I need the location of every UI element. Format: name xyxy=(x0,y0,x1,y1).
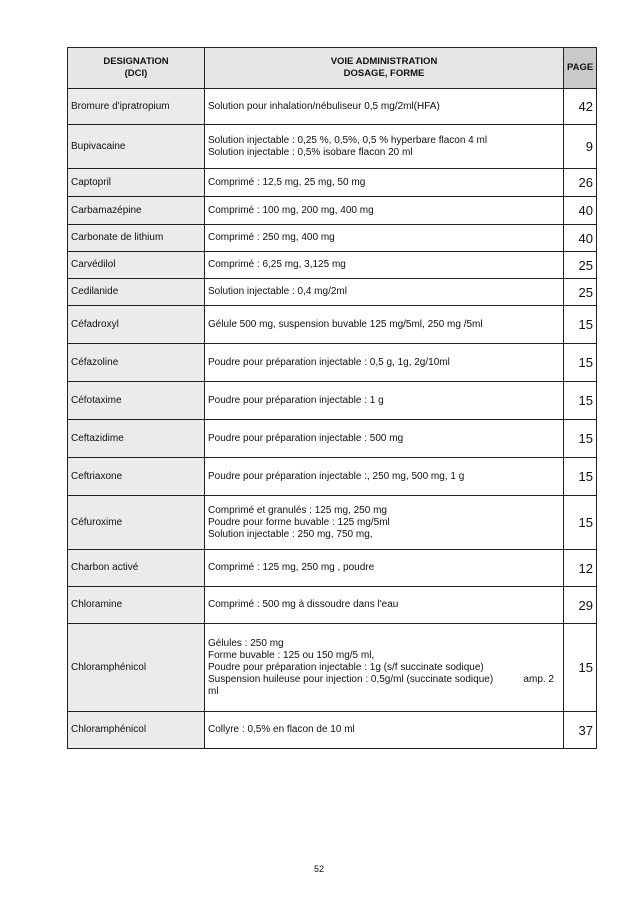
dosage-line: Gélules : 250 mg xyxy=(208,637,284,649)
drug-dosage xyxy=(205,169,564,197)
drug-name: Ceftriaxone xyxy=(68,458,205,496)
drug-name: Céfadroxyl xyxy=(68,306,205,344)
table-row xyxy=(68,344,597,382)
drug-name: Chloramphénicol xyxy=(68,712,205,749)
drug-dosage xyxy=(205,624,564,712)
drug-name: Cedilanide xyxy=(68,279,205,306)
dosage-line: Comprimé : 6,25 mg, 3,125 mg xyxy=(208,259,346,270)
table-row xyxy=(68,550,597,587)
drug-dosage xyxy=(205,382,564,420)
page-reference: 15 xyxy=(564,624,597,712)
drug-dosage xyxy=(205,496,564,550)
dosage-line: Poudre pour préparation injectable : 0,5 g, 1g, 2g/10ml xyxy=(208,356,450,368)
page-reference: 15 xyxy=(564,420,597,458)
drug-dosage xyxy=(205,550,564,587)
page-reference: 15 xyxy=(564,496,597,550)
table-row xyxy=(68,624,597,712)
drug-dosage xyxy=(205,587,564,624)
header-voie xyxy=(205,48,564,89)
dosage-line: Comprimé : 12,5 mg, 25 mg, 50 mg xyxy=(208,176,366,188)
header-voie-line: VOIE ADMINISTRATION xyxy=(330,56,438,67)
table-body xyxy=(68,89,597,749)
page-reference: 15 xyxy=(564,382,597,420)
header-designation-line: (DCI) xyxy=(124,68,148,79)
dosage-line: Solution injectable : 0,5% isobare flacon 20 ml xyxy=(208,146,413,158)
table-row xyxy=(68,252,597,279)
dosage-line: Comprimé et granulés : 125 mg, 250 mg xyxy=(208,504,387,516)
dosage-line: Solution injectable : 250 mg, 750 mg, xyxy=(208,528,373,540)
dosage-line: Poudre pour préparation injectable : 500 mg xyxy=(208,432,404,444)
dosage-line: Poudre pour préparation injectable :, 250 mg, 500 mg, 1 g xyxy=(208,470,465,482)
page-reference: 26 xyxy=(564,169,597,197)
drug-dosage xyxy=(205,306,564,344)
drug-dosage xyxy=(205,458,564,496)
dosage-line xyxy=(208,674,560,686)
drug-name: Céfuroxime xyxy=(68,496,205,550)
page-reference: 37 xyxy=(564,712,597,749)
drug-name: Bupivacaine xyxy=(68,125,205,169)
drug-dosage xyxy=(205,125,564,169)
dosage-line: Solution pour inhalation/nébuliseur 0,5 mg/2ml(HFA) xyxy=(208,100,440,112)
drug-name: Captopril xyxy=(68,169,205,197)
table-row xyxy=(68,458,597,496)
dosage-line: Solution injectable : 0,25 %, 0,5%, 0,5 % hyperbare flacon 4 ml xyxy=(208,134,488,146)
drug-name: Charbon activé xyxy=(68,550,205,587)
drug-table xyxy=(67,47,597,749)
page-reference: 25 xyxy=(564,252,597,279)
table-row xyxy=(68,382,597,420)
table-row xyxy=(68,89,597,125)
dosage-line-text: Suspension huileuse pour injection : 0,5g/ml (succinate sodique) xyxy=(208,673,494,685)
header-designation-line: DESIGNATION xyxy=(103,56,169,67)
dosage-line: Comprimé : 250 mg, 400 mg xyxy=(208,232,335,243)
table-row xyxy=(68,169,597,197)
header-page: PAGE xyxy=(564,48,597,89)
dosage-line: ml xyxy=(208,685,219,697)
drug-name: Céfotaxime xyxy=(68,382,205,420)
drug-dosage xyxy=(205,420,564,458)
page-reference: 40 xyxy=(564,197,597,225)
page-reference: 15 xyxy=(564,306,597,344)
page-reference: 42 xyxy=(564,89,597,125)
dosage-line: Solution injectable : 0,4 mg/2ml xyxy=(208,286,347,297)
dosage-line: Gélule 500 mg, suspension buvable 125 mg/5ml, 250 mg /5ml xyxy=(208,318,483,330)
dosage-line: Comprimé : 125 mg, 250 mg , poudre xyxy=(208,562,375,573)
header-voie-line: DOSAGE, FORME xyxy=(343,68,425,79)
page-reference: 15 xyxy=(564,344,597,382)
table-row xyxy=(68,225,597,252)
table-row xyxy=(68,279,597,306)
page-reference: 25 xyxy=(564,279,597,306)
drug-dosage xyxy=(205,712,564,749)
drug-dosage xyxy=(205,89,564,125)
dosage-line: Forme buvable : 125 ou 150 mg/5 ml, xyxy=(208,649,375,661)
table-row xyxy=(68,125,597,169)
page-number: 52 xyxy=(313,864,324,874)
drug-dosage xyxy=(205,252,564,279)
drug-dosage xyxy=(205,344,564,382)
page-reference: 40 xyxy=(564,225,597,252)
page-reference: 9 xyxy=(564,125,597,169)
page-reference: 12 xyxy=(564,550,597,587)
drug-dosage xyxy=(205,197,564,225)
drug-name: Chloramphénicol xyxy=(68,624,205,712)
ampoule-note: amp. 2 xyxy=(523,673,554,685)
page-reference: 15 xyxy=(564,458,597,496)
dosage-line: Poudre pour préparation injectable : 1 g xyxy=(208,394,384,406)
dosage-line: Comprimé : 500 mg à dissoudre dans l'eau xyxy=(208,599,399,610)
drug-name: Céfazoline xyxy=(68,344,205,382)
drug-dosage xyxy=(205,279,564,306)
drug-name: Carbamazépine xyxy=(68,197,205,225)
table-row xyxy=(68,712,597,749)
dosage-line: Collyre : 0,5% en flacon de 10 ml xyxy=(208,724,355,735)
table-row xyxy=(68,420,597,458)
dosage-line: Poudre pour préparation injectable : 1g (s/f succinate sodique) xyxy=(208,661,484,673)
drug-name: Carbonate de lithium xyxy=(68,225,205,252)
table-row xyxy=(68,197,597,225)
drug-dosage xyxy=(205,225,564,252)
drug-name: Chloramine xyxy=(68,587,205,624)
drug-name: Carvédilol xyxy=(68,252,205,279)
table-header-row xyxy=(68,48,597,89)
drug-name: Bromure d'ipratropium xyxy=(68,89,205,125)
drug-name: Ceftazidime xyxy=(68,420,205,458)
table-row xyxy=(68,306,597,344)
page-reference: 29 xyxy=(564,587,597,624)
dosage-line: Poudre pour forme buvable : 125 mg/5ml xyxy=(208,516,390,528)
table-row xyxy=(68,587,597,624)
dosage-line: Comprimé : 100 mg, 200 mg, 400 mg xyxy=(208,204,374,216)
header-designation xyxy=(68,48,205,89)
table-row xyxy=(68,496,597,550)
